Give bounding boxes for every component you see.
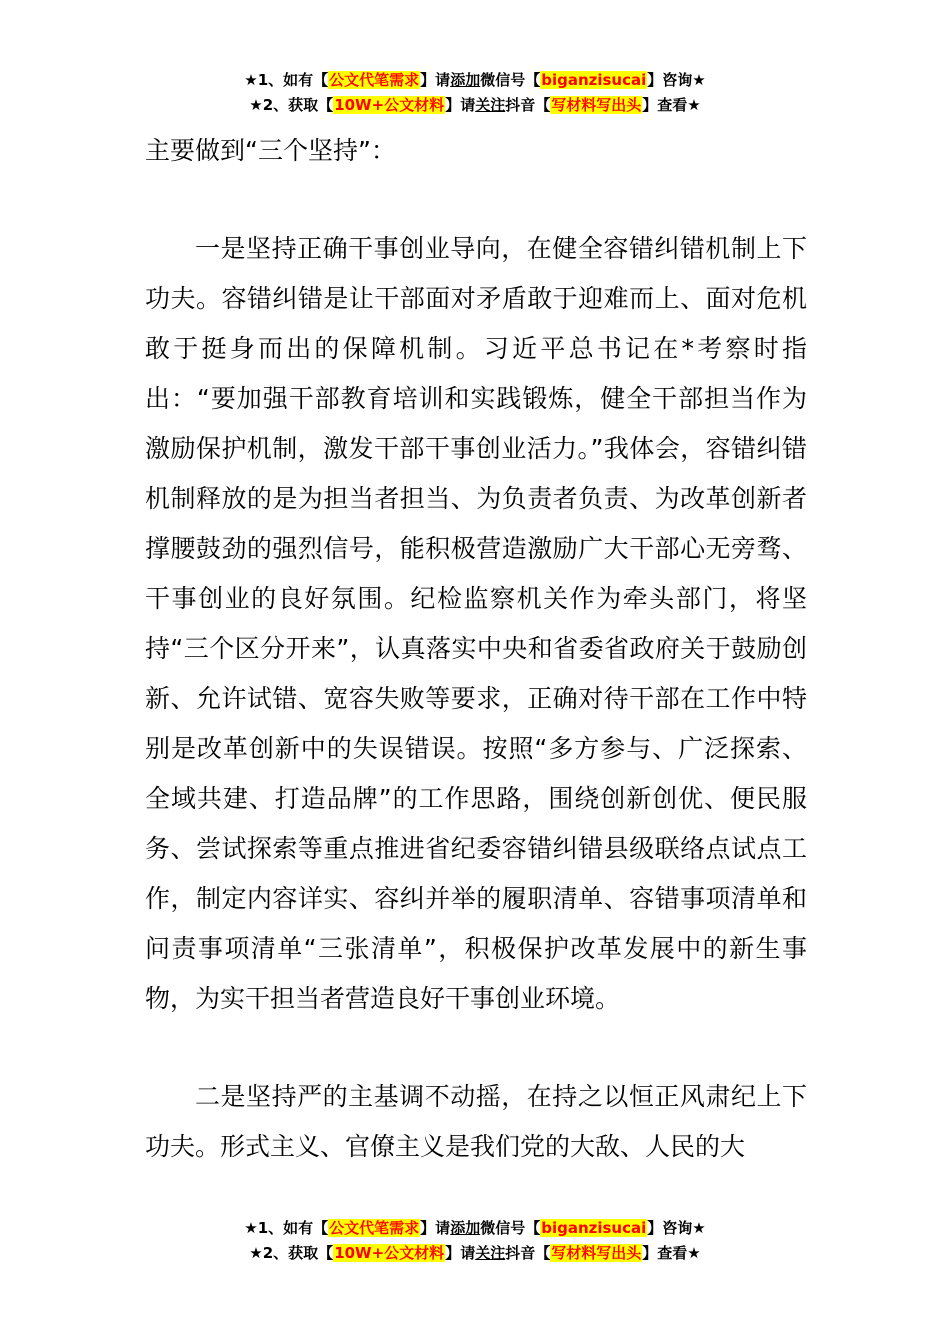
highlight-douyin-id: 写材料写出头	[551, 1244, 642, 1262]
underlined-text: 关注	[475, 1244, 506, 1262]
footer-banner	[0, 1216, 950, 1266]
banner-text: 抖音【	[505, 96, 551, 114]
banner-text: 】咨询★	[647, 71, 706, 89]
header-banner	[0, 68, 950, 118]
paragraph-intro: 主要做到“三个坚持”：	[145, 136, 396, 165]
banner-text: 】咨询★	[647, 1219, 706, 1237]
banner-text: 微信号【	[480, 1219, 541, 1237]
banner-text: 抖音【	[505, 1244, 551, 1262]
paragraph-first-point: 一是坚持正确干事创业导向，在健全容错纠错机制上下功夫。容错纠错是让干部面对矛盾敢于迎难而上、面对危机敢于挺身而出的保障机制。习近平总书记在*考察时指出：“要加强干部教育培训和实践锻炼，健全干部担当作为激励保护机制，激发干部干事创业活力。”我体会，容错纠错机制释放的是为担当者担当、为负责者负责、为改革创新者撑腰鼓劲的强烈信号，能积极营造激励广大干部心无旁骛、干事创业的良好氛围。纪检监察机关作为牵头部门，将坚持“三个区分开来”，认真落实中央和省委省政府关于鼓励创新、允许试错、宽容失败等要求，正确对待干部在工作中特别是改革创新中的失误错误。按照“多方参与、广泛探索、全域共建、打造品牌”的工作思路，围绕创新创优、便民服务、尝试探索等重点推进省纪委容错纠错县级联络点试点工作，制定内容详实、容纠并举的履职清单、容错事项清单和问责事项清单“三张清单”，积极保护改革发展中的新生事物，为实干担当者营造良好干事创业环境。	[145, 234, 807, 1013]
banner-text: 】查看★	[642, 1244, 701, 1262]
banner-text: ★2、获取【	[249, 1244, 334, 1262]
banner-text: 】请	[420, 71, 451, 89]
banner-line-1	[0, 1216, 950, 1241]
highlight-materials: 10W+公文材料	[334, 1244, 445, 1262]
highlight-service: 公文代笔需求	[329, 71, 420, 89]
underlined-text: 关注	[475, 96, 506, 114]
banner-text: ★1、如有【	[244, 71, 329, 89]
underlined-text: 添加	[450, 71, 481, 89]
banner-line-1	[0, 68, 950, 93]
banner-text: 】请	[445, 1244, 476, 1262]
highlight-douyin-id: 写材料写出头	[551, 96, 642, 114]
document-body	[145, 126, 807, 1172]
highlight-materials: 10W+公文材料	[334, 96, 445, 114]
underlined-text: 添加	[450, 1219, 481, 1237]
highlight-service: 公文代笔需求	[329, 1219, 420, 1237]
banner-text: ★2、获取【	[249, 96, 334, 114]
banner-text: ★1、如有【	[244, 1219, 329, 1237]
banner-line-2	[0, 1241, 950, 1266]
banner-text: 】请	[445, 96, 476, 114]
banner-line-2	[0, 93, 950, 118]
highlight-wechat-id: biganzisucai	[541, 1219, 647, 1237]
banner-text: 】查看★	[642, 96, 701, 114]
banner-text: 微信号【	[480, 71, 541, 89]
paragraph-second-point: 二是坚持严的主基调不动摇，在持之以恒正风肃纪上下功夫。形式主义、官僚主义是我们党的大敌、人民的大	[145, 1082, 807, 1161]
banner-text: 】请	[420, 1219, 451, 1237]
highlight-wechat-id: biganzisucai	[541, 71, 647, 89]
